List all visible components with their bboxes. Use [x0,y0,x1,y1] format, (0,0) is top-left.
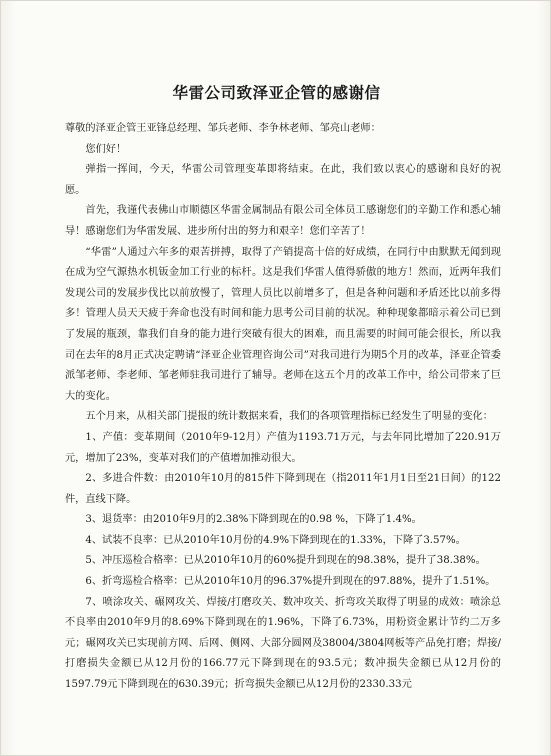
metric-item: 5、冲压巡检合格率：已从2010年10月的60%提升到现在的98.38%，提升了38.38%。 [85,555,486,567]
metric-item: 4、试装不良率：已从2010年10月份的4.9%下降到现在的1.33%，下降了3.57%。 [85,534,466,546]
paragraph: “华雷”人通过六年多的艰苦拼搏，取得了产销提高十倍的好成绩，在同行中由默默无闻到现在成为空气源热水机钣金加工行业的标杆。这是我们华雷人值得骄傲的地方！然而，近两年我们发现公司的发展步伐比以前放慢了，管理人员比以前增多了，但是各种问题和矛盾还比以前多得多！管理人员天天疲于奔命也没有时间和能力思考公司目前的状况。种种现象都暗示着公司已到了发展的瓶颈，靠我们自身的能力进行突破有很大的困难，而且需要的时间可能会很长，所以我司在去年的8月正式决定聘请“泽亚企业管理咨询公司”对我司进行为期5个月的改革，泽亚企管委派邹老师、李老师、邹老师驻我司进行了辅导。老师在这五个月的改革工作中，给公司带来了巨大的变化。 [65,246,501,402]
letter-title: 华雷公司致泽亚企管的感谢信 [172,84,381,102]
letter-body [65,119,501,696]
metric-item: 6、折弯巡检合格率：已从2010年10月的96.37%提升到现在的97.88%，提升了1.51%。 [85,576,496,588]
greeting: 您们好！ [85,143,127,155]
metric-item: 1、产值：变革期间（2010年9-12月）产值为1193.71万元，与去年同比增加了220.91万元，增加了23%，变革对我们的产值增加推动很大。 [65,431,501,464]
metric-item: 3、退货率：由2010年9月的2.38%下降到现在的0.98 %，下降了1.4%。 [85,514,422,526]
salutation: 尊敬的泽亚企管王亚锋总经理、邹兵老师、李争林老师、邹亮山老师： [65,123,381,134]
paragraph: 首先，我谨代表佛山市顺德区华雷金属制品有限公司全体员工感谢您们的辛勤工作和悉心辅导！感谢您们为华雷发展、进步所付出的努力和艰辛！您们辛苦了！ [65,205,501,237]
metric-item: 2、多进合件数：由2010年10月的815件下降到现在（指2011年1月1日至21日间）的122件，直线下降。 [65,473,501,505]
paragraph: 五个月来，从相关部门提报的统计数据来看，我们的各项管理指标已经发生了明显的变化： [85,411,493,423]
paragraph: 弹指一挥间，今天，华雷公司管理变革即将结束。在此，我们致以衷心的感谢和良好的祝愿。 [65,164,501,196]
metric-item: 7、喷涂攻关、碾网攻关、焊接/打磨攻关、数冲攻关、折弯攻关取得了明显的成效：喷涂总不良率由2010年9月的8.69%下降到现在的1.96%，下降了6.73%，用粉资金累计节约二万多元；碾网攻关已实现前方网、后网、侧网、大部分圆网及38004/3804网板等产品免打磨；焊接/打磨损失金额已从12月份的166.77元下降到现在的93.5元；数冲损失金额已从12月份的1597.79元下降到现在的630.39元；折弯损失金额已从12月份的2330.33元 [65,596,501,691]
